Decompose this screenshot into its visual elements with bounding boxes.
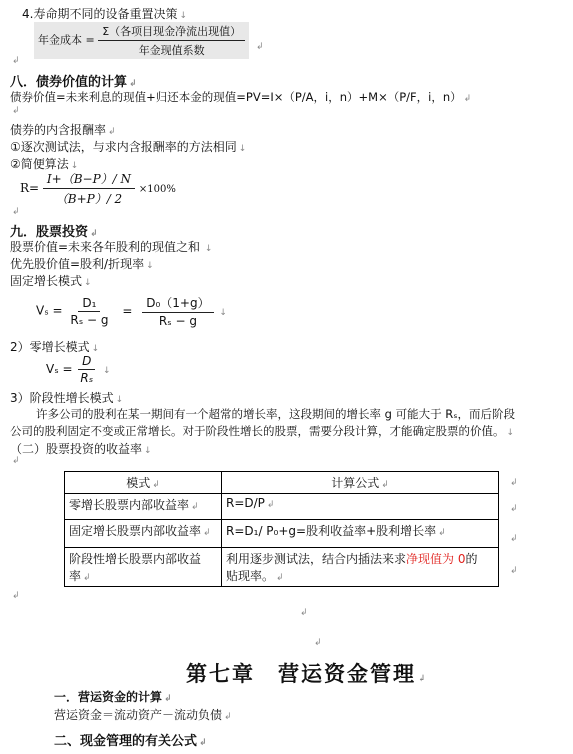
vs-fraction-1 [66,296,112,327]
constant-growth-formula: Vₛ = $\frac{\text{D₁}}{\text{Rₛ − g}}$ = $\frac{\text{D₀（1+g）}}{\text{Rₛ − g}}$ ↓ [36,295,227,328]
section-1-text: 营运资金＝流动资产－流动负债 ↲ [54,708,232,722]
item-4-text: 4.寿命期不同的设备重置决策 [22,7,178,21]
section-1-title-text: 一．营运资金的计算 [54,690,163,704]
item-4-equipment-replacement: 4.寿命期不同的设备重置决策 ↓ [22,7,187,21]
chapter-7-title: 第七章 营运资金管理 ↲ [186,661,428,686]
annual-cost-denominator: 年金现值系数 [138,44,205,57]
stock-return-table [64,471,499,587]
table-cell-formula: R=D₁/ P₀+g=股利收益率+股利增长率 ↲ [222,520,499,548]
stock-value-line: 股票价值=未来各年股利的现值之和 [10,240,201,254]
bond-irr-method-2: ②简便算法 ↓ [10,157,79,171]
staged-growth-model: 3）阶段性增长模式 ↓ [10,391,124,405]
row-3-formula-highlight: 净现值为 0 [406,552,466,566]
table-cell-mode: 阶段性增长股票内部收益 率 ↲ [65,548,222,587]
subsection-2-text: （二）股票投资的收益率 [10,442,143,456]
header-formula: 计算公式 [331,476,380,490]
bond-irr-title: 债券的内含报酬率 ↲ [10,123,116,137]
bond-yield-fraction [43,170,135,207]
annual-cost-numerator: Σ（各项目现金净流出现值） [98,23,245,41]
working-capital-formula: 营运资金＝流动资产－流动负债 [54,708,223,722]
row-3-formula-a: 利用逐步测试法，结合内插法来求 [226,552,407,566]
bond-value-formula: 债券价值=未来利息的现值+归还本金的现值=PV=I×（P/A，i，n）+M×（P/F，i，n） ↲ [10,90,472,104]
table-cell-mode: 固定增长股票内部收益率 ↲ [65,520,222,548]
vs-lhs: Vₛ = [36,303,63,318]
row-3-mode-line-1: 阶段性增长股票内部收益 [69,552,202,566]
vs0-denominator: Rₛ [80,371,94,385]
bond-irr-method-1: ①逐次测试法，与求内含报酬率的方法相同 ↓ [10,140,247,154]
subsection-2-title: （二）股票投资的收益率 ↓ [10,442,152,456]
table-row [65,494,499,520]
table-header-cell: 计算公式 ↲ [222,472,499,494]
zero-growth-text: 2）零增长模式 [10,340,90,354]
preferred-stock-value: 优先股价值=股利/折现率 ↓ [10,257,154,271]
table-cell-formula: R=D/P ↲ [222,494,499,520]
section-9-title-text: 九．股票投资 [10,225,89,240]
section-2-title-text: 二、现金管理的有关公式 [54,734,198,749]
bond-yield-numerator: I+（B−P）/ N [43,170,135,189]
row-1-formula: R=D/P [226,496,265,510]
section-1-title: 一．营运资金的计算 ↲ [54,690,172,704]
bond-yield-formula [20,170,176,207]
section-2-title: 二、现金管理的有关公式 ↲ [54,734,207,749]
stock-value-text: 股票价值=未来各年股利的现值之和 ↓ [10,240,213,254]
row-2-formula: R=D₁/ P₀+g=股利收益率+股利增长率 [226,524,437,538]
row-2-mode: 固定增长股票内部收益率 [69,524,202,538]
paragraph-line-2: 公司的股利固定不变或正常增长。对于阶段性增长的股票，需要分段计算，才能确定股票的价值。 ↓ [10,424,515,438]
vs0-numerator: D [78,354,95,370]
row-3-formula-c: 的 [465,552,478,566]
annual-cost-lhs: 年金成本 = [38,33,95,47]
vs-numerator-1: D₁ [78,296,100,312]
row-1-mode: 零增长股票内部收益率 [69,498,190,512]
vs-fraction-2 [142,294,213,328]
vs-numerator-2: D₀（1+g） [142,294,213,313]
bond-value-text: 债券价值=未来利息的现值+归还本金的现值=PV=I×（P/A，i，n）+M×（P/F，i，n） [10,90,462,104]
staged-growth-text: 3）阶段性增长模式 [10,391,114,405]
preferred-stock-line: 优先股价值=股利/折现率 [10,257,145,271]
paragraph-line-1 [36,406,515,422]
chapter-7-title-text: 第七章 营运资金管理 [186,661,416,686]
section-8-title-text: 八．债券价值的计算 [10,75,128,90]
table-cell-mode: 零增长股票内部收益率 ↲ [65,494,222,520]
vs-equals: = [122,303,133,318]
constant-growth-text: 固定增长模式 [10,274,83,288]
bond-irr-method-1-text: ①逐次测试法，与求内含报酬率的方法相同 [10,140,237,154]
vs0-lhs: Vₛ = [46,362,73,376]
table-row [65,548,499,587]
paragraph-line-2-text: 公司的股利固定不变或正常增长。对于阶段性增长的股票，需要分段计算，才能确定股票的价值。 [10,424,505,438]
bond-yield-tail: ×100% [138,184,176,195]
paragraph-line-1-text: 许多公司的股利在某一期间有一个超常的增长率，这段期间的增长率 g 可能大于 Rₛ，而后阶段 [36,407,516,421]
row-3-formula-line-2: 贴现率。 [226,569,275,583]
zero-growth-formula: Vₛ = $\frac{D}{\text{Rₛ}}$ ↓ [46,354,111,385]
vs-denominator-1: Rₛ − g [70,312,109,327]
bond-yield-denominator: （B+P）/ 2 [55,192,123,206]
table-header-row [65,472,499,494]
bond-yield-lhs: R= [20,181,40,195]
table-cell-formula: 利用逐步测试法，结合内插法来求净现值为 0的 贴现率。 ↲ [222,548,499,587]
annual-cost-formula [34,22,249,59]
row-3-mode-line-2: 率 [69,569,82,583]
zero-growth-model: 2）零增长模式 ↓ [10,340,100,354]
vs0-fraction [76,354,97,385]
bond-irr-title-text: 债券的内含报酬率 [10,123,107,137]
section-9-title: 九．股票投资 ↲ [10,225,98,240]
annual-cost-fraction [98,23,245,58]
section-8-title: 八．债券价值的计算 ↲ [10,75,137,90]
bond-irr-method-2-text: ②简便算法 [10,157,69,171]
header-mode: 模式 [126,476,151,490]
constant-growth-model: 固定增长模式 ↓ [10,274,92,288]
table-row [65,520,499,548]
vs-denominator-2: Rₛ − g [158,314,197,328]
table-header-cell: 模式 ↲ [65,472,222,494]
